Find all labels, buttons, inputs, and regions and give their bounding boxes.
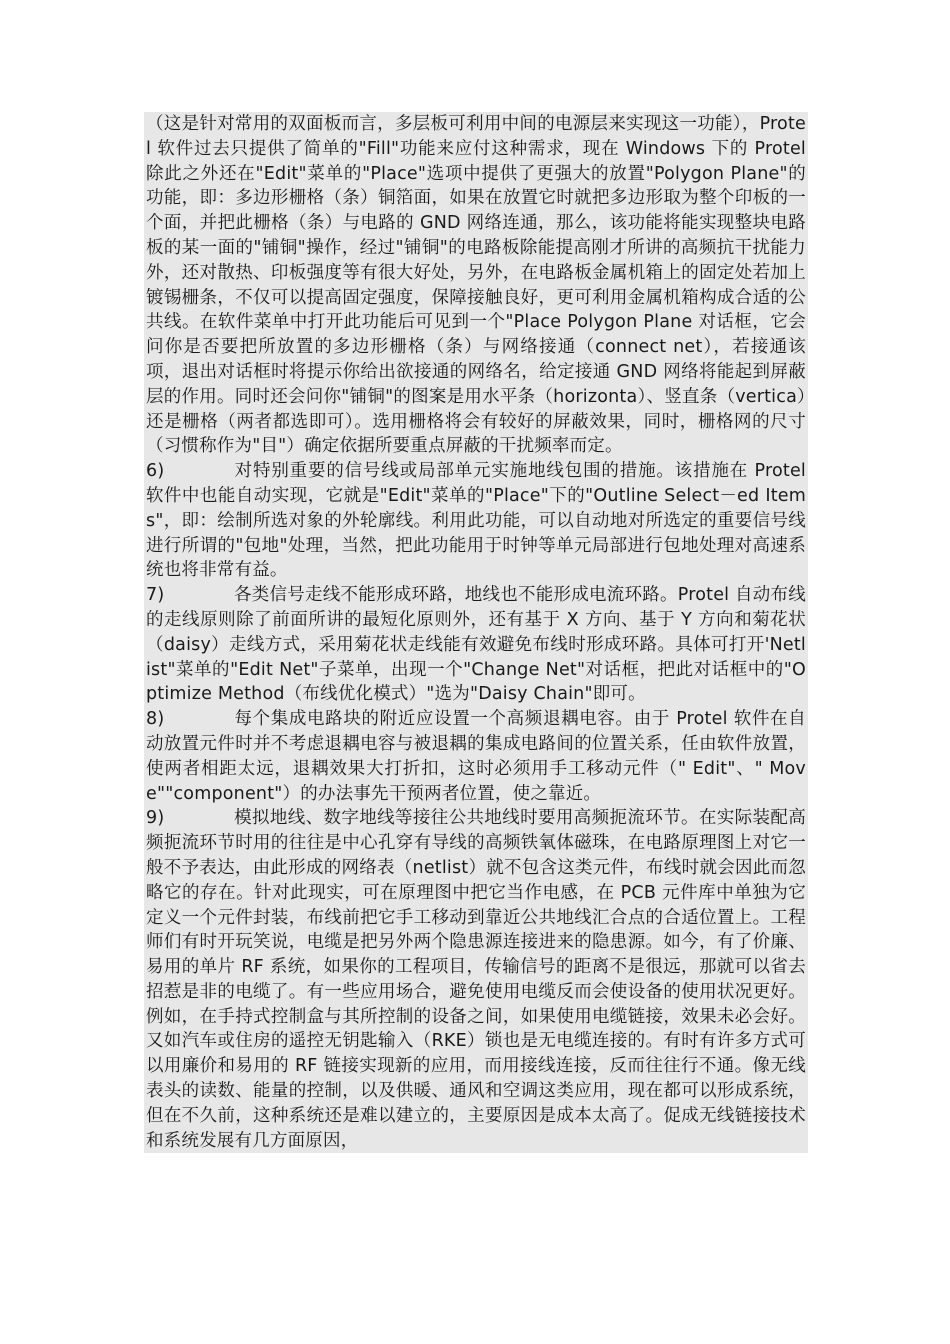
- paragraph-text: 各类信号走线不能形成环路，地线也不能形成电流环路。Protel 自动布线的走线原则除了前面所讲的最短化原则外，还有基于 X 方向、基于 Y 方向和菊花状（daisy）走线方式，采用菊花状走线能有效避免布线时形成环路。具体可打开'Netlist"菜单的"Edit Net"子菜单，出现一个"Change Net"对话框，把此对话框中的"Optimize Method（布线优化模式）"选为"Daisy Chain"即可。: [146, 585, 806, 705]
- paragraph-number: 7): [146, 585, 165, 606]
- paragraph-text: 模拟地线、数字地线等接往公共地线时要用高频扼流环节。在实际装配高频扼流环节时用的往往是中心孔穿有导线的高频铁氧体磁珠，在电路原理图上对它一般不予表达，由此形成的网络表（netlist）就不包含这类元件，布线时就会因此而忽略它的存在。针对此现实，可在原理图中把它当作电感，在 PCB 元件库中单独为它定义一个元件封装，布线前把它手工移动到靠近公共地线汇合点的合适位置上。工程师们有时开玩笑说，电缆是把另外两个隐患源连接进来的隐患源。如今，有了价廉、易用的单片 RF 系统，如果你的工程项目，传输信号的距离不是很远，那就可以省去招惹是非的电缆了。有一些应用场合，避免使用电缆反而会使设备的使用状况更好。例如，在手持式控制盒与其所控制的设备之间，如果使用电缆链接，效果未必会好。又如汽车或住房的遥控无钥匙输入（RKE）锁也是无电缆连接的。有时有许多方式可以用廉价和易用的 RF 链接实现新的应用，而用接线连接，反而往往行不通。像无线表头的读数、能量的控制，以及供暖、通风和空调这类应用，现在都可以形成系统，但在不久前，这种系统还是难以建立的，主要原因是成本太高了。促成无线链接技术和系统发展有几方面原因，: [146, 808, 806, 1151]
- paragraph-text: 每个集成电路块的附近应设置一个高频退耦电容。由于 Protel 软件在自动放置元件时并不考虑退耦电容与被退耦的集成电路间的位置关系，任由软件放置，使两者相距太远，退耦效果大打折扣，这时必须用手工移动元件（" Edit"、" Move""component"）的办法事先干预两者位置，使之靠近。: [146, 709, 806, 804]
- paragraph-text: （这是针对常用的双面板而言，多层板可利用中间的电源层来实现这一功能），Protel 软件过去只提供了简单的"Fill"功能来应付这种需求，现在 Windows 下的 Protel 除此之外还在"Edit"菜单的"Place"选项中提供了更强大的放置"Polygon Plane"的功能，即：多边形栅格（条）铜箔面，如果在放置它时就把多边形取为整个印板的一个面，并把此栅格（条）与电路的 GND 网络连通，那么，该功能将能实现整块电路板的某一面的"铺铜"操作，经过"铺铜"的电路板除能提高刚才所讲的高频抗干扰能力外，还对散热、印板强度等有很大好处，另外，在电路板金属机箱上的固定处若加上镀锡栅条，不仅可以提高固定强度，保障接触良好，更可利用金属机箱构成合适的公共线。在软件菜单中打开此功能后可见到一个"Place Polygon Plane 对话框，它会问你是否要把所放置的多边形栅格（条）与网络接通（connect net），若接通该项，退出对话框时将提示你给出欲接通的网络名，给定接通 GND 网络将能起到屏蔽层的作用。同时还会问你"铺铜"的图案是用水平条（horizonta）、竖直条（vertica）还是栅格（两者都选即可）。选用栅格将会有较好的屏蔽效果，同时，栅格网的尺寸（习惯称作为"目"）确定依据所要重点屏蔽的干扰频率而定。: [146, 114, 806, 457]
- paragraph-item-9: [144, 806, 808, 1153]
- paragraph-number: 8): [146, 709, 165, 730]
- document-body: [144, 112, 808, 1153]
- paragraph-item-7: [144, 583, 808, 707]
- paragraph-number: 6): [146, 461, 165, 482]
- paragraph-item-6: [144, 459, 808, 583]
- paragraph-number: 9): [146, 808, 165, 829]
- paragraph-item-8: [144, 707, 808, 806]
- paragraph-intro: [144, 112, 808, 459]
- paragraph-text: 对特别重要的信号线或局部单元实施地线包围的措施。该措施在 Protel 软件中也能自动实现，它就是"Edit"菜单的"Place"下的"Outline Select－ed Items"，即：绘制所选对象的外轮廓线。利用此功能，可以自动地对所选定的重要信号线进行所谓的"包地"处理，当然，把此功能用于时钟等单元局部进行包地处理对高速系统也将非常有益。: [146, 461, 806, 581]
